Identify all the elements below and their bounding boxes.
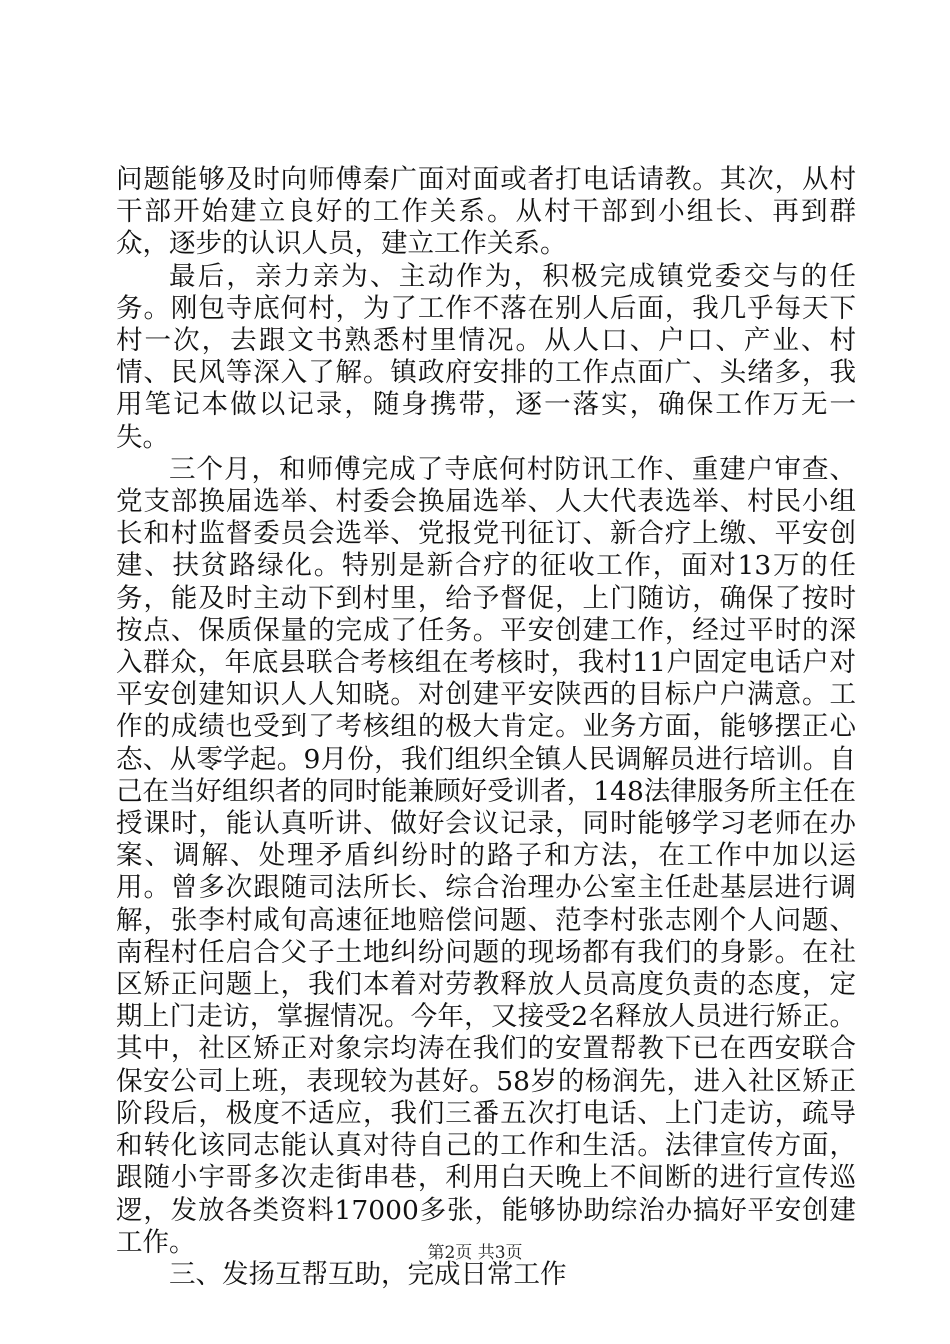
paragraph-2: 最后，亲力亲为、主动作为，积极完成镇党委交与的任务。刚包寺底何村，为了工作不落在别人后面，我几乎每天下村一次，去跟文书熟悉村里情况。从人口、户口、产业、村情、民风等深入了解。镇政府安排的工作点面广、头绪多，我用笔记本做以记录，随身携带，逐一落实，确保工作万无一失。 — [116, 260, 856, 453]
page-footer — [0, 1242, 950, 1264]
page-number-label: 第2页 共3页 — [427, 1243, 523, 1263]
section-heading: 三、发扬互帮互助，完成日常工作 — [169, 1258, 567, 1290]
paragraph-1: 问题能够及时向师傅秦广面对面或者打电话请教。其次，从村干部开始建立良好的工作关系。从村干部到小组长、再到群众，逐步的认识人员，建立工作关系。 — [116, 164, 856, 260]
paragraph-3: 三个月，和师傅完成了寺底何村防讯工作、重建户审查、党支部换届选举、村委会换届选举、人大代表选举、村民小组长和村监督委员会选举、党报党刊征订、新合疗上缴、平安创建、扶贫路绿化。特别是新合疗的征收工作，面对13万的任务，能及时主动下到村里，给予督促，上门随访，确保了按时按点、保质保量的完成了任务。平安创建工作，经过平时的深入群众，年底县联合考核组在考核时，我村11户固定电话户对平安创建知识人人知晓。对创建平安陕西的目标户户满意。工作的成绩也受到了考核组的极大肯定。业务方面，能够摆正心态、从零学起。9月份，我们组织全镇人民调解员进行培训。自己在当好组织者的同时能兼顾好受训者，148法律服务所主任在授课时，能认真听讲、做好会议记录，同时能够学习老师在办案、调解、处理矛盾纠纷时的路子和方法，在工作中加以运用。曾多次跟随司法所长、综合治理办公室主任赴基层进行调解，张李村咸旬高速征地赔偿问题、范李村张志刚个人问题、南程村任启合父子土地纠纷问题的现场都有我们的身影。在社区矫正问题上，我们本着对劳教释放人员高度负责的态度，定期上门走访，掌握情况。今年，又接受2名释放人员进行矫正。其中，社区矫正对象宗均涛在我们的安置帮教下已在西安联合保安公司上班，表现较为甚好。58岁的杨润先，进入社区矫正阶段后，极度不适应，我们三番五次打电话、上门走访，疏导和转化该同志能认真对待自己的工作和生活。法律宣传方面，跟随小宇哥多次走街串巷，利用白天晚上不间断的进行宣传巡逻，发放各类资料17000多张，能够协助综治办搞好平安创建工作。 — [116, 453, 856, 1258]
document-body — [116, 164, 856, 1291]
